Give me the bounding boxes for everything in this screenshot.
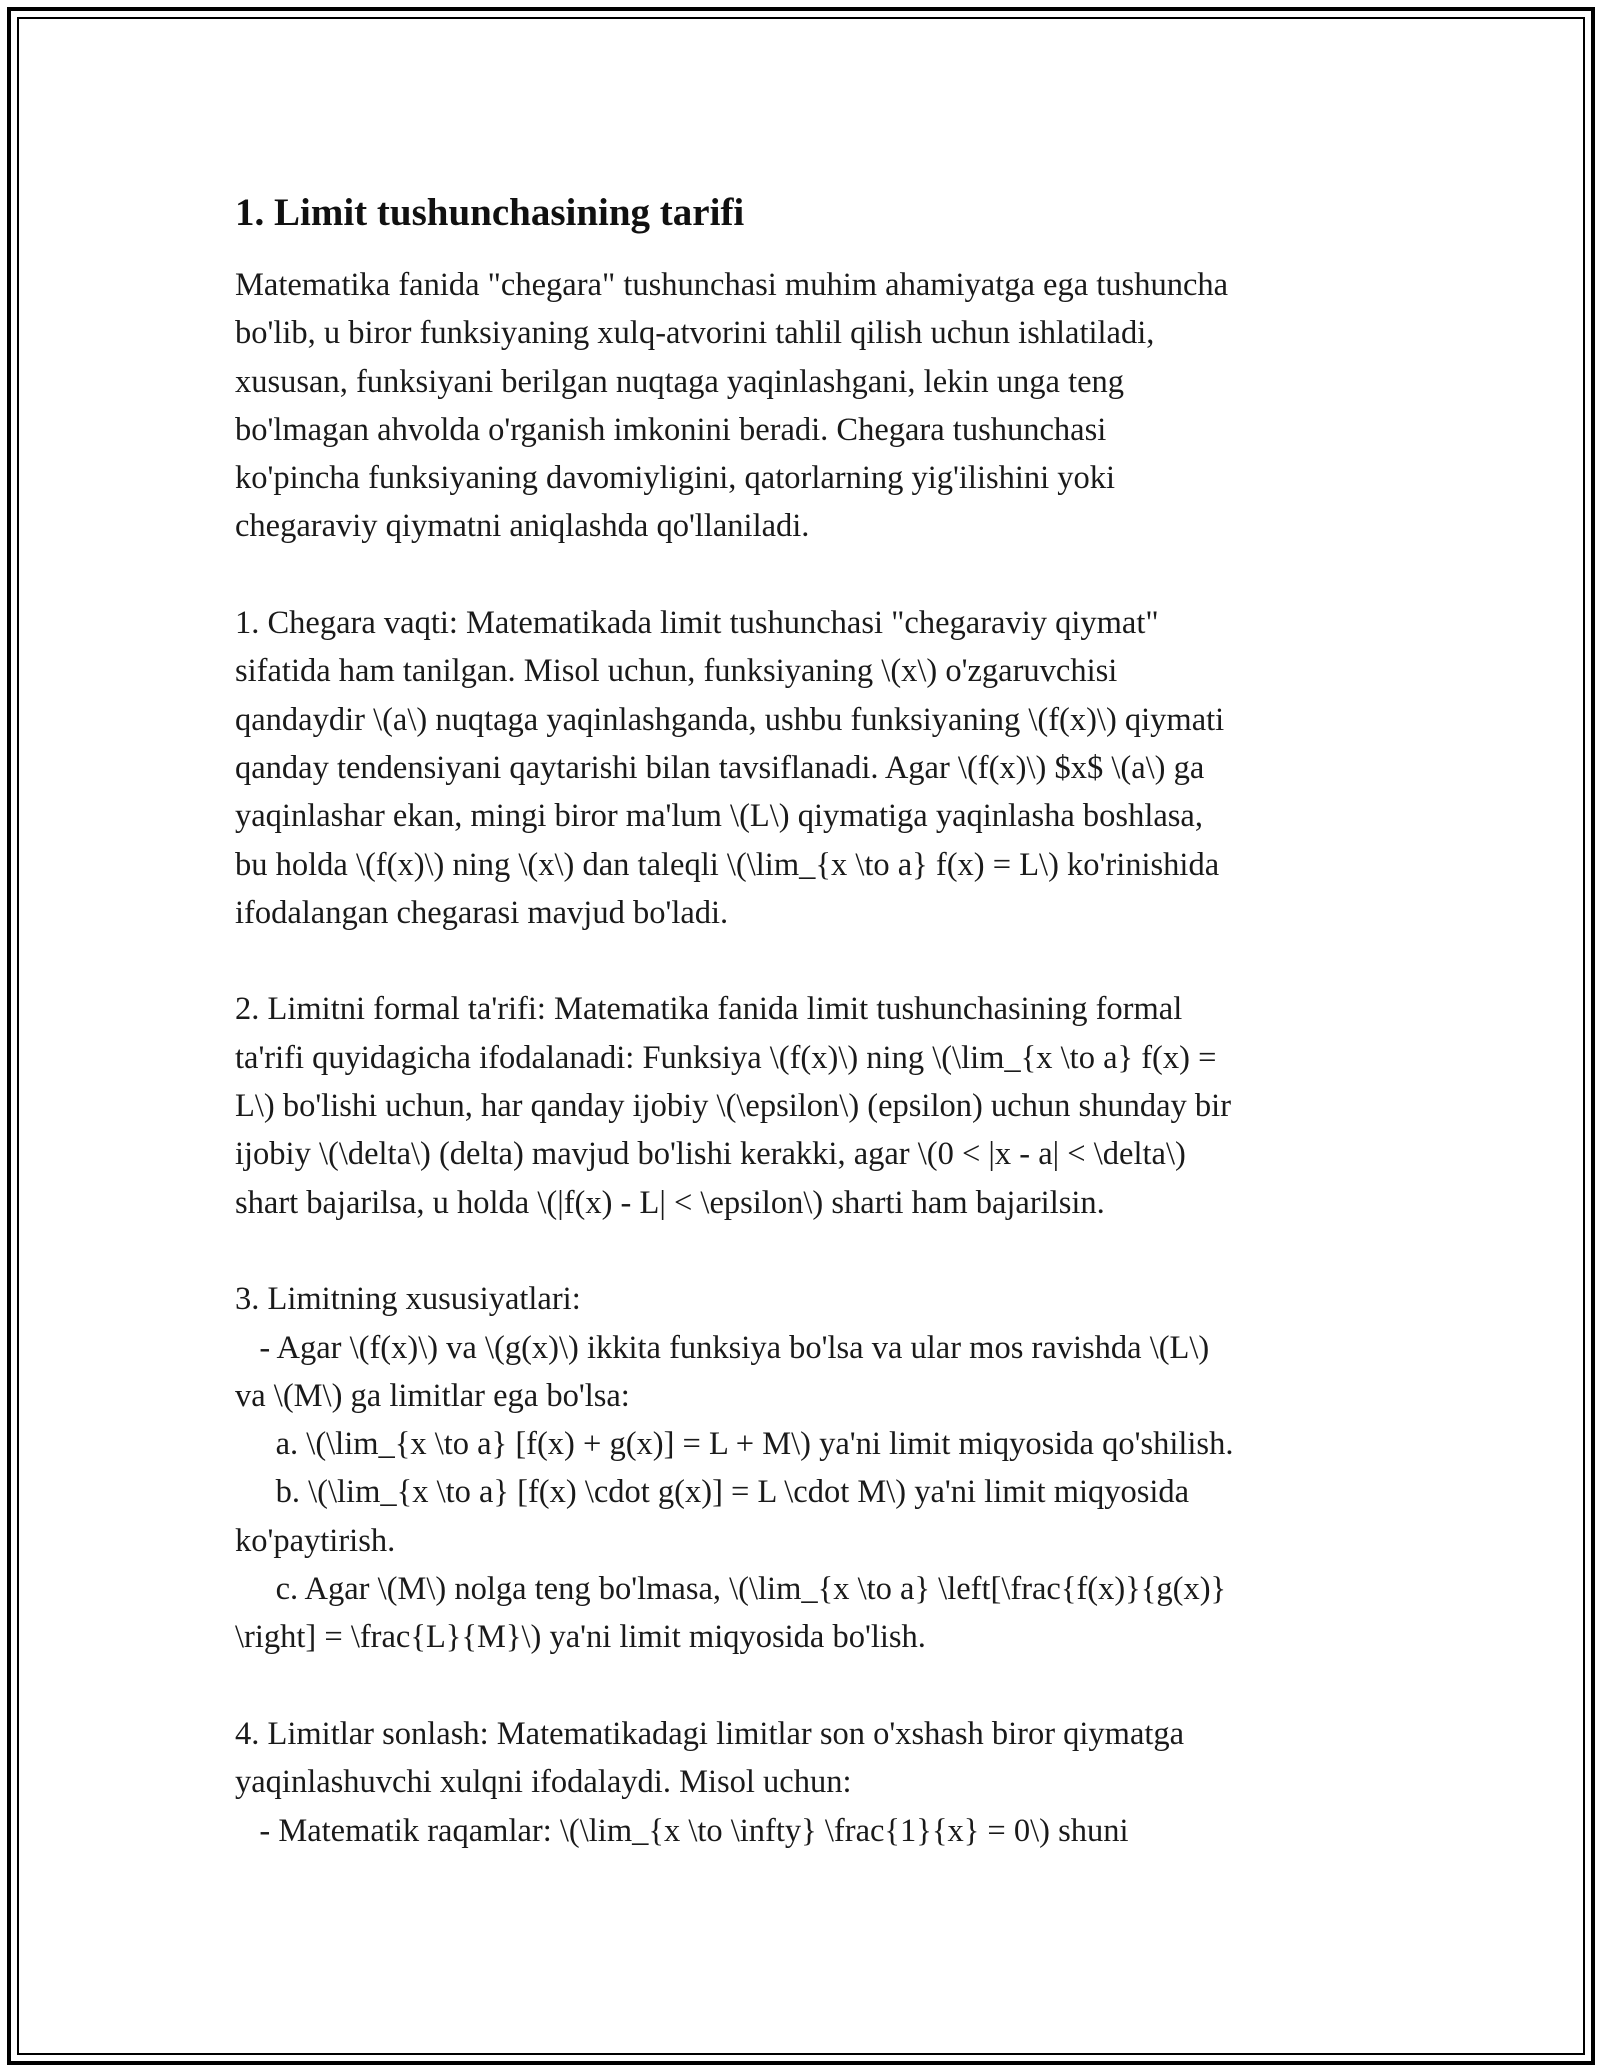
section-heading: 1. Limit tushunchasining tarifi (235, 191, 745, 234)
document-content (235, 185, 1370, 1855)
body-text: Matematika fanida "chegara" tushunchasi muhim ahamiyatga ega tushuncha bo'lib, u biror funksiyaning xulq-atvorini tahlil qilish uchun ishlatiladi, xususan, funksiyani berilgan nuqtaga yaqinlashgani, lekin unga teng bo'lmagan ahvolda o'rganish imkonini beradi. Chegara tushunchasi ko'pincha funksiyaning davomiyligini, qatorlarning yig'ilishini yoki chegaraviy qiymatni aniqlashda qo'llaniladi. 1. Chegara vaqti: Matematikada limit tushunchasi "chegaraviy qiymat" sifatida ham tanilgan. Misol uchun, funksiyaning \(x\) o'zgaruvchisi qandaydir \(a\) nuqtaga yaqinlashganda, ushbu funksiyaning \(f(x)\) qiymati qanday tendensiyani qaytarishi bilan tavsiflanadi. Agar \(f(x)\) $x$ \(a\) ga yaqinlashar ekan, mingi biror ma'lum \(L\) qiymatiga yaqinlasha boshlasa, bu holda \(f(x)\) ning \(x\) dan taleqli \(\lim_{x \to a} f(x) = L\) ko'rinishida ifodalangan chegarasi mavjud bo'ladi. 2. Limitni formal ta'rifi: Matematika fanida limit tushunchasining formal ta'rifi quyidagicha ifodalanadi: Funksiya \(f(x)\) ning \(\lim_{x \to a} f(x) = L\) bo'lishi uchun, har qanday ijobiy \(\epsilon\) (epsilon) uchun shunday bir ijobiy \(\delta\) (delta) mavjud bo'lishi kerakki, agar \(0 < |x - a| < \delta\) shart bajarilsa, u holda \(|f(x) - L| < \epsilon\) sharti ham bajarilsin. 3. Limitning xususiyatlari: - Agar \(f(x)\) va \(g(x)\) ikkita funksiya bo'lsa va ular mos ravishda \(L\) va \(M\) ga limitlar ega bo'lsa: a. \(\lim_{x \to a} [f(x) + g(x)] = L + M\) ya'ni limit miqyosida qo'shilish. b. \(\lim_{x \to a} [f(x) \cdot g(x)] = L \cdot M\) ya'ni limit miqyosida ko'paytirish. c. Agar \(M\) nolga teng bo'lmasa, \(\lim_{x \to a} \left[\frac{f(x)}{g(x)} \right] = \frac{L}{M}\) ya'ni limit miqyosida bo'lish. 4. Limitlar sonlash: Matematikadagi limitlar son o'xshash biror qiymatga yaqinlashuvchi xulqni ifodalaydi. Misol uchun: - Matematik raqamlar: \(\lim_{x \to \infty} \frac{1}{x} = 0\) shuni (235, 267, 1234, 1849)
